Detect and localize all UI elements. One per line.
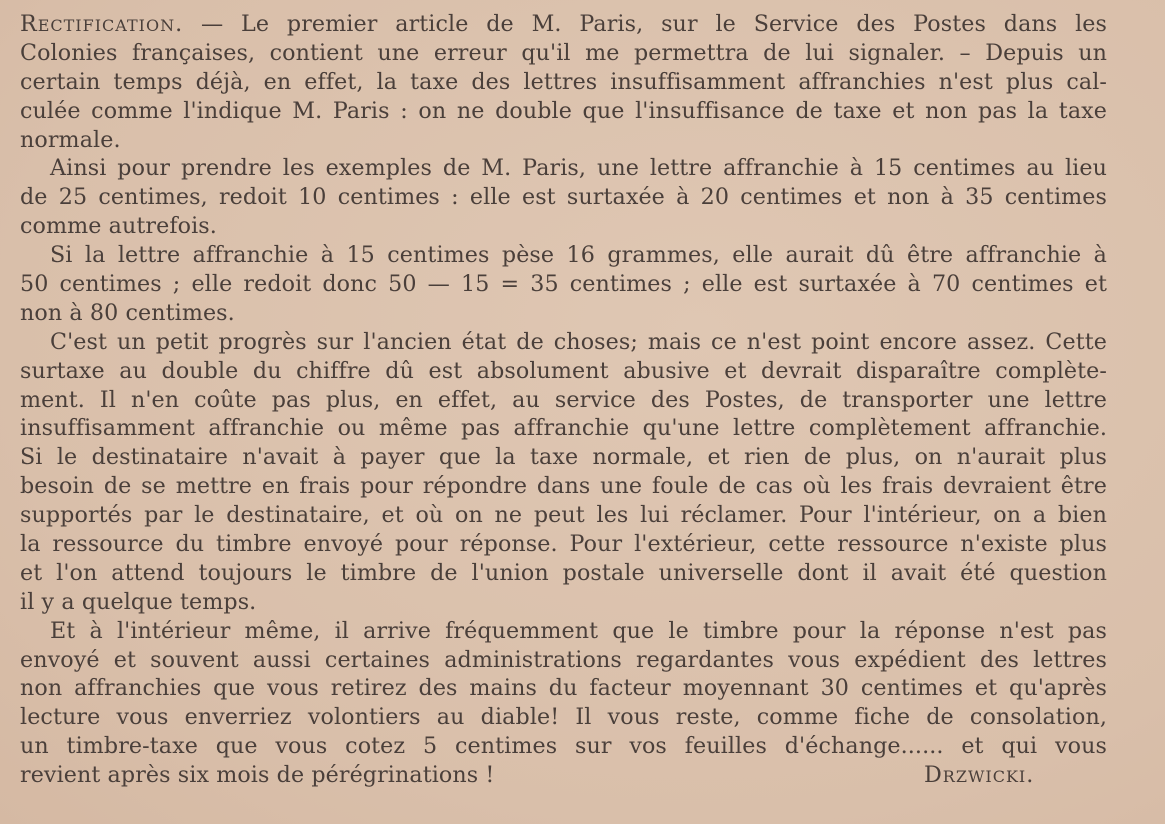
paragraph-3 [20, 241, 1107, 328]
text-line: et l'on attend toujours le timbre de l'union postale universelle dont il avait été question [20, 559, 1107, 586]
text-line: ment. Il n'en coûte pas plus, en effet, au service des Postes, de transporter une lettre [20, 386, 1107, 413]
text-line: supportés par le destinataire, et où on ne peut les lui réclamer. Pour l'intérieur, on a bien [20, 502, 1107, 529]
text-line [20, 761, 1107, 790]
text-line: culée comme l'indique M. Paris : on ne double que l'insuffisance de taxe et non pas la taxe [20, 97, 1107, 124]
text-line: C'est un petit progrès sur l'ancien état de choses; mais ce n'est point encore assez. Cette [50, 328, 1107, 355]
text-line: surtaxe au double du chiffre dû est absolument abusive et devrait disparaître complète- [20, 357, 1107, 384]
text-line: certain temps déjà, en effet, la taxe des lettres insuffisamment affranchies n'est plus cal- [20, 68, 1107, 95]
text-line: Et à l'intérieur même, il arrive fréquemment que le timbre pour la réponse n'est pas [50, 617, 1107, 644]
text-line: Si le destinataire n'avait à payer que la taxe normale, et rien de plus, on n'aurait plus [20, 444, 1107, 471]
text-line: envoyé et souvent aussi certaines administrations regardantes vous expédient des lettres [20, 646, 1107, 673]
text-line: Ainsi pour prendre les exemples de M. Paris, une lettre affranchie à 15 centimes au lieu [50, 155, 1107, 182]
text-line: un timbre-taxe que vous cotez 5 centimes sur vos feuilles d'échange...... et qui vous [20, 733, 1107, 760]
text-line: 50 centimes ; elle redoit donc 50 — 15 = 35 centimes ; elle est surtaxée à 70 centimes et [20, 271, 1107, 298]
paragraph-1 [20, 10, 1107, 154]
text-line: insuffisamment affranchie ou même pas affranchie qu'une lettre complètement affranchie. [20, 415, 1107, 442]
text-line: lecture vous enverriez volontiers au diable! Il vous reste, comme fiche de consolation, [20, 704, 1107, 731]
text-line: Si la lettre affranchie à 15 centimes pèse 16 grammes, elle aurait dû être affranchie à [50, 242, 1107, 269]
text-line: la ressource du timbre envoyé pour réponse. Pour l'extérieur, cette ressource n'existe plus [20, 531, 1107, 558]
text-line: comme autrefois. [20, 213, 217, 240]
text-line: normale. [20, 126, 121, 153]
signature: Drzwicki. [924, 762, 1035, 789]
text-line: besoin de se mettre en frais pour répondre dans une foule de cas où les frais devraient être [20, 473, 1107, 500]
text-line: non à 80 centimes. [20, 299, 235, 326]
text-line: de 25 centimes, redoit 10 centimes : elle est surtaxée à 20 centimes et non à 35 centimes [20, 184, 1107, 211]
line-text: revient après six mois de pérégrinations ! [20, 762, 495, 789]
article [20, 10, 1107, 790]
text-line: Colonies françaises, contient une erreur qu'il me permettra de lui signaler. – Depuis un [20, 39, 1107, 66]
paragraph-4 [20, 328, 1107, 617]
article-heading: Rectification. [20, 11, 184, 37]
paragraph-2 [20, 154, 1107, 241]
text-line: il y a quelque temps. [20, 588, 257, 615]
line-text: Le premier article de M. Paris, sur le Service des Postes dans les [241, 11, 1108, 37]
text-line: non affranchies que vous retirez des mains du facteur moyennant 30 centimes et qu'après [20, 675, 1107, 702]
paragraph-5 [20, 617, 1107, 790]
text-line: Rectification. — Le premier article de M. Paris, sur le Service des Postes dans les [20, 11, 1108, 37]
